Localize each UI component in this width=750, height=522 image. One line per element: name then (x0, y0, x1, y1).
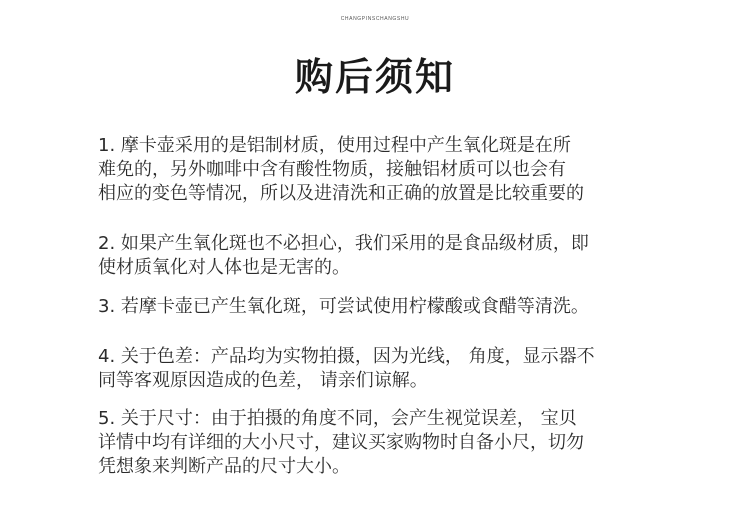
notice-item-4: 4. 关于色差：产品均为实物拍摄，因为光线， 角度，显示器不 同等客观原因造成的色差， 请亲们谅解。 (98, 346, 595, 391)
brand-text: CHANGPINSCHANGSHU (340, 16, 410, 22)
page-title: 购后须知 (294, 55, 455, 99)
notice-item-5: 5. 关于尺寸：由于拍摄的角度不同，会产生视觉误差， 宝贝 详情中均有详细的大小尺寸，建议买家购物时自备小尺，切勿 凭想象来判断产品的尺寸大小。 (98, 408, 584, 477)
notice-item-2: 2. 如果产生氧化斑也不必担心，我们采用的是食品级材质，即 使材质氧化对人体也是无害的。 (98, 233, 589, 278)
notice-item-3: 3. 若摩卡壶已产生氧化斑，可尝试使用柠檬酸或食醋等清洗。 (98, 296, 589, 317)
notice-item-1: 1. 摩卡壶采用的是铝制材质，使用过程中产生氧化斑是在所 难免的，另外咖啡中含有酸性物质，接触铝材质可以也会有 相应的变色等情况，所以及进清洗和正确的放置是比较重要的 (98, 135, 584, 204)
